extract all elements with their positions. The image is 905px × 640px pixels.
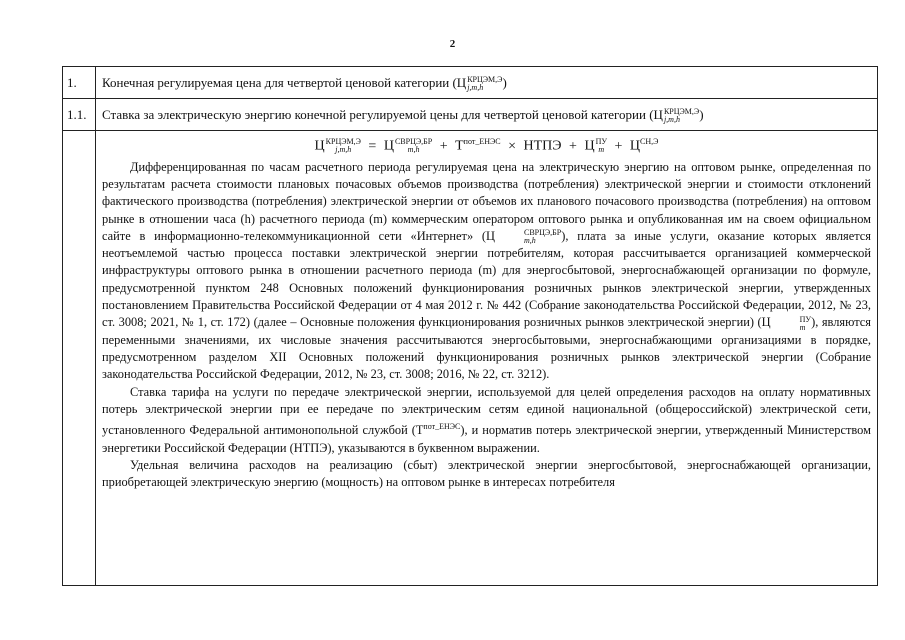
row-number: 1. bbox=[63, 67, 96, 99]
heading-index: КРЦЭМ,Э j,m,h bbox=[663, 107, 700, 125]
heading-index: КРЦЭМ,Э j,m,h bbox=[467, 75, 503, 93]
table-row bbox=[63, 67, 878, 99]
heading-text: Конечная регулируемая цена для четвертой ценовой категории (Ц bbox=[102, 75, 467, 90]
table-row bbox=[63, 99, 878, 131]
paragraph-transmission-tariff: Ставка тарифа на услуги по передаче электрической энергии, используемой для целей определения расходов на оплату нормативных потерь электрической энергии при ее передаче по электрическим сетям единой национальной (общероссийской) электрической сети, установленного Федеральной антимонопольной службой $(Т^{пот\_ЕНЭС})$, и норматив потерь электрической энергии, утвержденный Министерством энергетики Российской Федерации (НТПЭ), указываются в буквенном выражении. bbox=[102, 384, 871, 455]
row-number-empty bbox=[63, 131, 96, 586]
formula: Ц КРЦЭМ,Э j,m,h = Ц СВРЦЭ,БР m,h + $Т^{пот\_ЕНЭС}$ × НТПЭ + Ц ПУ m + $Ц^{СН,Э}$ bbox=[314, 137, 659, 155]
heading-tail: ) bbox=[699, 107, 704, 123]
row-heading bbox=[96, 67, 878, 99]
page-number: 2 bbox=[449, 38, 456, 50]
tariff-table bbox=[62, 66, 878, 586]
heading-tail: ) bbox=[502, 75, 507, 90]
heading-text: Ставка за электрическую энергию конечной регулируемой цены для четвертой ценовой категории (Ц bbox=[102, 107, 663, 123]
row-number: 1.1. bbox=[63, 99, 96, 131]
row-body bbox=[96, 131, 878, 586]
row-heading bbox=[96, 99, 878, 131]
paragraph-sales-expenses: Удельная величина расходов на реализацию (сбыт) электрической энергии энергосбытовой, энергоснабжающей организации, приобретающей электрическую энергию (мощность) на оптовом рынке в интересах потребителя bbox=[102, 457, 871, 490]
table-row bbox=[63, 131, 878, 586]
paragraph-price-definition: Дифференцированная по часам расчетного периода регулируемая цена на электрическую энергию на оптовом рынке, определенная по результатам расчета стоимости плановых почасовых объемов производства (потребления) электрической энергии и стоимости отклонений фактического производства (потребления) электрической энергии от объемов их планового почасового производства (потребления) на оптовом рынке в отношении часа (h) расчетного периода (m) коммерческим оператором оптового рынка и опубликованная им на своем официальном сайте в информационно-телекоммуникационной сети «Интернет» (Ц СВРЦЭ,БР m,h ), плата за иные услуги, оказание которых является неотъемлемой частью процесса поставки электрической энергии потребителям, которая рассчитывается организацией коммерческой инфраструктуры оптового рынка в отношении расчетного периода (m) для энергосбытовой, энергоснабжающей организации по формуле, предусмотренной пунктом 248 Основных положений функционирования розничных рынков электрической энергии, утвержденных постановлением Правительства Российской Федерации от 4 мая 2012 г. № 442 (Собрание законодательства Российской Федерации, 2012, № 23, ст. 3008; 2021, № 1, ст. 172) (далее – Основные положения функционирования розничных рынков электрической энергии) (Ц ПУ m ), являются переменными значениями, их числовые значения рассчитываются энергосбытовыми, энергоснабжающими организациями в порядке, предусмотренном разделом XII Основных положений функционирования розничных рынков электрической энергии (Собрание законодательства Российской Федерации, 2012, № 23, ст. 3008; 2016, № 22, ст. 3212). bbox=[102, 159, 871, 382]
